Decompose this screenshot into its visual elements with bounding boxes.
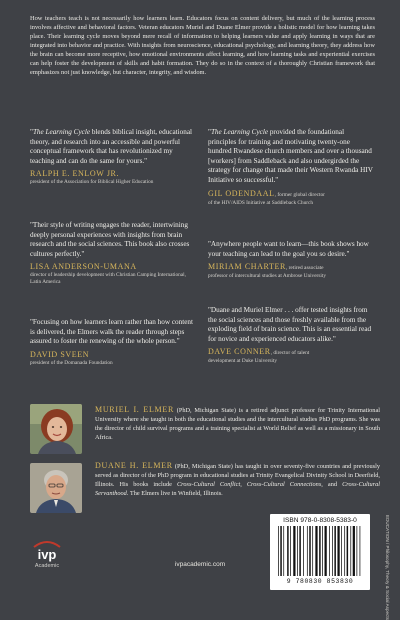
barcode-bar xyxy=(353,526,355,576)
author-bio-muriel xyxy=(95,405,380,442)
barcode-icon xyxy=(270,514,370,590)
author-bio-text: . The Elmers live in Winfield, Illinois. xyxy=(126,490,223,497)
endorsement-sveen xyxy=(30,318,195,367)
endorser-affiliation: of the HIV/AIDS Initiative at Saddleback Church xyxy=(208,199,314,206)
endorsement-text: provided the foundational principles for training and motivating twenty-one hundred Rwandese church members and over a thousand [workers] from Saddleback and also undergirded the strategy for change that made their Western Rwanda HIV Initiative so successful." xyxy=(208,128,373,184)
barcode-bar xyxy=(337,526,339,576)
barcode-bar xyxy=(319,526,321,576)
endorsement-enlow: "The Learning Cycle blends biblical insight, educational theory, and research into an accessible and powerful conceptual framework that has revolutionized my teaching and can do the same for yours." RALPH E. ENLOW JR. president of the Association for Biblical Higher Education xyxy=(30,128,195,186)
barcode-bar xyxy=(341,526,342,576)
endorser-affiliation: president of the Domanada Foundation xyxy=(30,359,113,366)
endorser-name: MIRIAM CHARTER xyxy=(208,262,286,272)
barcode-bar xyxy=(329,526,330,576)
book-title: Cross-Cultural Connections xyxy=(246,481,322,488)
category-text: EDUCATION / Philosophy, Theory & Social Aspects xyxy=(385,515,390,620)
endorsement-text: "Duane and Muriel Elmer . . . offer tested insights from the social sciences and those freshly available from the exploding field of brain science. This is an essential read for novice and experienced educators alike." xyxy=(208,306,372,343)
endorsement-text: "Focusing on how learners learn rather than how content is delivered, the Elmers walk the reader through steps assured to foster the renewing of the whole person." xyxy=(30,318,194,346)
barcode-bar xyxy=(290,526,291,576)
publisher-imprint: Academic xyxy=(34,563,60,569)
barcode-bar xyxy=(280,526,282,576)
publisher-website: ivpacademic.com xyxy=(174,561,226,568)
endorser-name: LISA ANDERSON-UMANA xyxy=(30,262,137,272)
barcode-bar xyxy=(344,526,345,576)
barcode-bar xyxy=(287,526,289,576)
endorser-role: , director of talent xyxy=(270,350,310,357)
barcode-bar xyxy=(297,526,298,576)
endorser-affiliation: professor of intercultural studies at Ambrose University xyxy=(208,273,326,280)
endorser-affiliation: director of leadership development with Christian Camping International, Latin America xyxy=(30,272,186,286)
endorsement-conner xyxy=(208,306,373,365)
author-bio-text: (PhD, Michigan State) is a retired adjunct professor for Trinity International University where she taught in both the educational studies and the intercultural studies PhD programs. She was the director of child survival programs and a training specialist at World Relief as well as a missionary in South Africa. xyxy=(95,407,380,441)
ivp-logo-icon xyxy=(28,540,66,584)
publisher-logo-text: ivp xyxy=(37,547,57,562)
endorser-role: , retired associate xyxy=(285,265,324,272)
endorsement-text: "Anywhere people want to learn—this book shows how your teaching can lead to the goal you so desire." xyxy=(208,240,369,258)
endorser-name: DAVE CONNER xyxy=(208,347,271,357)
barcode-bar xyxy=(293,526,295,576)
barcode-bar xyxy=(347,526,349,576)
barcode-bar xyxy=(334,526,336,576)
barcode-bar xyxy=(357,526,358,576)
endorsement-odendaal: "The Learning Cycle provided the foundational principles for training and motivating twenty-one hundred Rwandese church members and over a thousand [workers] from Saddleback and also undergirded the strategy for change that made their Western Rwanda HIV Initiative so successful." GIL ODENDAAL, former global director of the HIV/AIDS Initiative at Saddleback Church xyxy=(208,128,373,206)
barcode-bar xyxy=(332,526,333,576)
barcode-bar xyxy=(283,526,284,576)
barcode-bar xyxy=(325,526,327,576)
author-photo-duane xyxy=(30,463,82,513)
author-bio-duane: DUANE H. ELMER (PhD, Michigan State) has taught in over seventy-five countries and previously served as director of the PhD program in educational studies at Trinity Evangelical Divinity School in Deerfield, Illinois. His books include Cross-Cultural Conflict, Cross-Cultural Connections, and Cross-Cultural Servanthood. The Elmers live in Winfield, Illinois. xyxy=(95,461,380,497)
back-cover-description: How teachers teach is not necessarily how learners learn. Educators focus on content delivery, but much of the learning process involves affective and behavioral factors. Veteran educators Muriel and Duane Elmer provide a holistic model for how learning takes place. Their learning cycle moves beyond mere recall of information to helping learners value and apply learning in ways that are integrated into behavior and practice. With insights from neuroscience, educational psychology, and learning theory, they address how the brain can become more receptive, how emotional environments affect learning, and how learning tasks and experiential exercises can help foster the development of skills and habit formation. They do so in the context of a thoroughly Christian framework that emphasizes not just knowledge, but character, integrity, and wisdom. xyxy=(30,15,375,76)
author-bio-text: (PhD, Michigan State) has taught in over seventy-five countries and previously served as director of the PhD program in educational studies at Trinity Evangelical Divinity School in Deerfield, Illinois. His books include xyxy=(95,463,380,488)
author-name: DUANE H. ELMER xyxy=(95,461,173,470)
barcode-bar xyxy=(322,526,323,576)
endorser-name: DAVID SVEEN xyxy=(30,349,90,359)
book-title: Cross-Cultural Servanthood xyxy=(95,481,380,497)
endorsement-book-title: The Learning Cycle xyxy=(210,128,269,136)
category-label xyxy=(378,515,394,620)
barcode-bar xyxy=(309,526,311,576)
endorser-name: GIL ODENDAAL xyxy=(208,188,275,198)
barcode-bars xyxy=(276,526,364,578)
author-photo-muriel xyxy=(30,404,82,454)
barcode-bar xyxy=(307,526,308,576)
endorsement-anderson-umana xyxy=(30,221,195,286)
endorser-affiliation: development at Duke University xyxy=(208,358,277,365)
isbn-text: ISBN 978-0-8308-5383-0 xyxy=(283,517,357,524)
barcode-number: 9 780830 853830 xyxy=(286,578,354,585)
author-name: MURIEL I. ELMER xyxy=(95,405,174,414)
endorsement-text: "Their style of writing engages the reader, intertwining deeply personal experiences with insights from brain research and the social sciences. This book also crosses cultures perfectly." xyxy=(30,221,190,258)
endorser-role: , former global director xyxy=(274,191,325,198)
endorser-name: RALPH E. ENLOW JR. xyxy=(30,169,120,179)
book-title: Cross-Cultural Conflict xyxy=(176,481,241,488)
barcode-bar xyxy=(350,526,351,576)
barcode-bar xyxy=(315,526,317,576)
barcode-bar xyxy=(360,526,361,576)
endorser-affiliation: president of the Association for Biblical Higher Education xyxy=(30,179,154,186)
barcode-bar xyxy=(312,526,313,576)
barcode-bar xyxy=(278,526,279,576)
endorsement-charter xyxy=(208,240,373,280)
endorsement-text: blends biblical insight, educational theory, and research into an accessible and powerful conceptual framework that has revolutionized my teaching and can do the same for yours." xyxy=(30,128,193,165)
barcode-bar xyxy=(299,526,301,576)
endorsement-book-title: The Learning Cycle xyxy=(32,128,91,136)
barcode-bar xyxy=(303,526,304,576)
